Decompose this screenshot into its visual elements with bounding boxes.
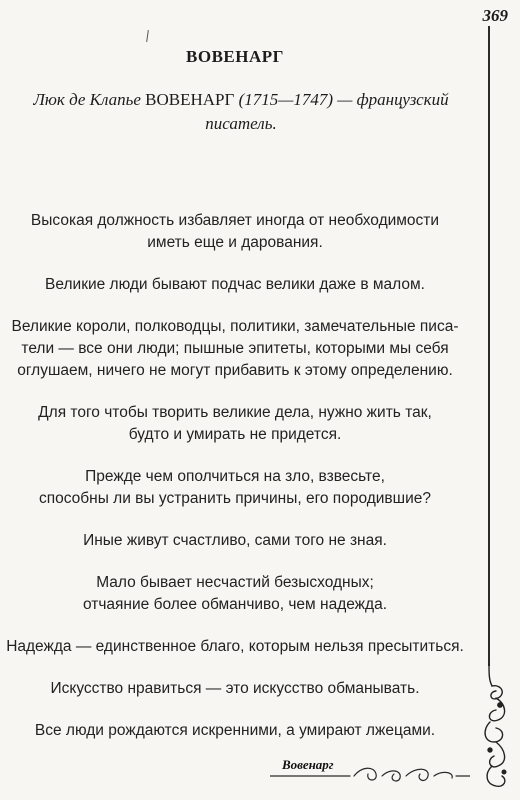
quote-item: Высокая должность избавляет иногда от необходимости иметь еще и дарования. (30, 212, 440, 251)
running-title: Вовенарг (282, 757, 334, 772)
page-title: ВОВЕНАРГ (186, 47, 284, 66)
quote-item: Мало бывает несчастий безысходных; отчаяние более обманчиво, чем надежда. (82, 574, 388, 613)
quote-item: Искусство нравиться — это искусство обманывать. (50, 680, 420, 697)
quote-item: Все люди рождаются искренними, а умирают лжецами. (34, 722, 436, 739)
subtitle-prefix: Люк де Клапье (33, 90, 146, 109)
subtitle-rest: (1715—1747) — французский писатель. (205, 90, 449, 133)
quote-item: Великие люди бывают подчас велики даже в малом. (45, 276, 425, 293)
quote-item: Великие короли, полководцы, политики, замечательные писа- тели — все они люди; пышные эпитеты, которыми мы себя оглушаем, ничего не могут прибавить к этому определению. (11, 318, 459, 379)
author-description (12, 88, 470, 136)
quote-item: Для того чтобы творить великие дела, нужно жить так, будто и умирать не придется. (38, 404, 432, 443)
quote-item: Надежда — единственное благо, которым нельзя пресытиться. (6, 638, 464, 655)
margin-rule (488, 26, 490, 666)
quote-item: Иные живут счастливо, сами того не зная. (83, 532, 387, 549)
stray-pen-mark (146, 30, 149, 42)
author-name: ВОВЕНАРГ (145, 90, 235, 109)
quote-item: Прежде чем ополчиться на зло, взвесьте, способны ли вы устранить причины, его породившие? (38, 468, 431, 507)
flourish-ornament-icon (476, 660, 516, 795)
quote-list (0, 210, 470, 762)
page-number: 369 (482, 6, 508, 25)
